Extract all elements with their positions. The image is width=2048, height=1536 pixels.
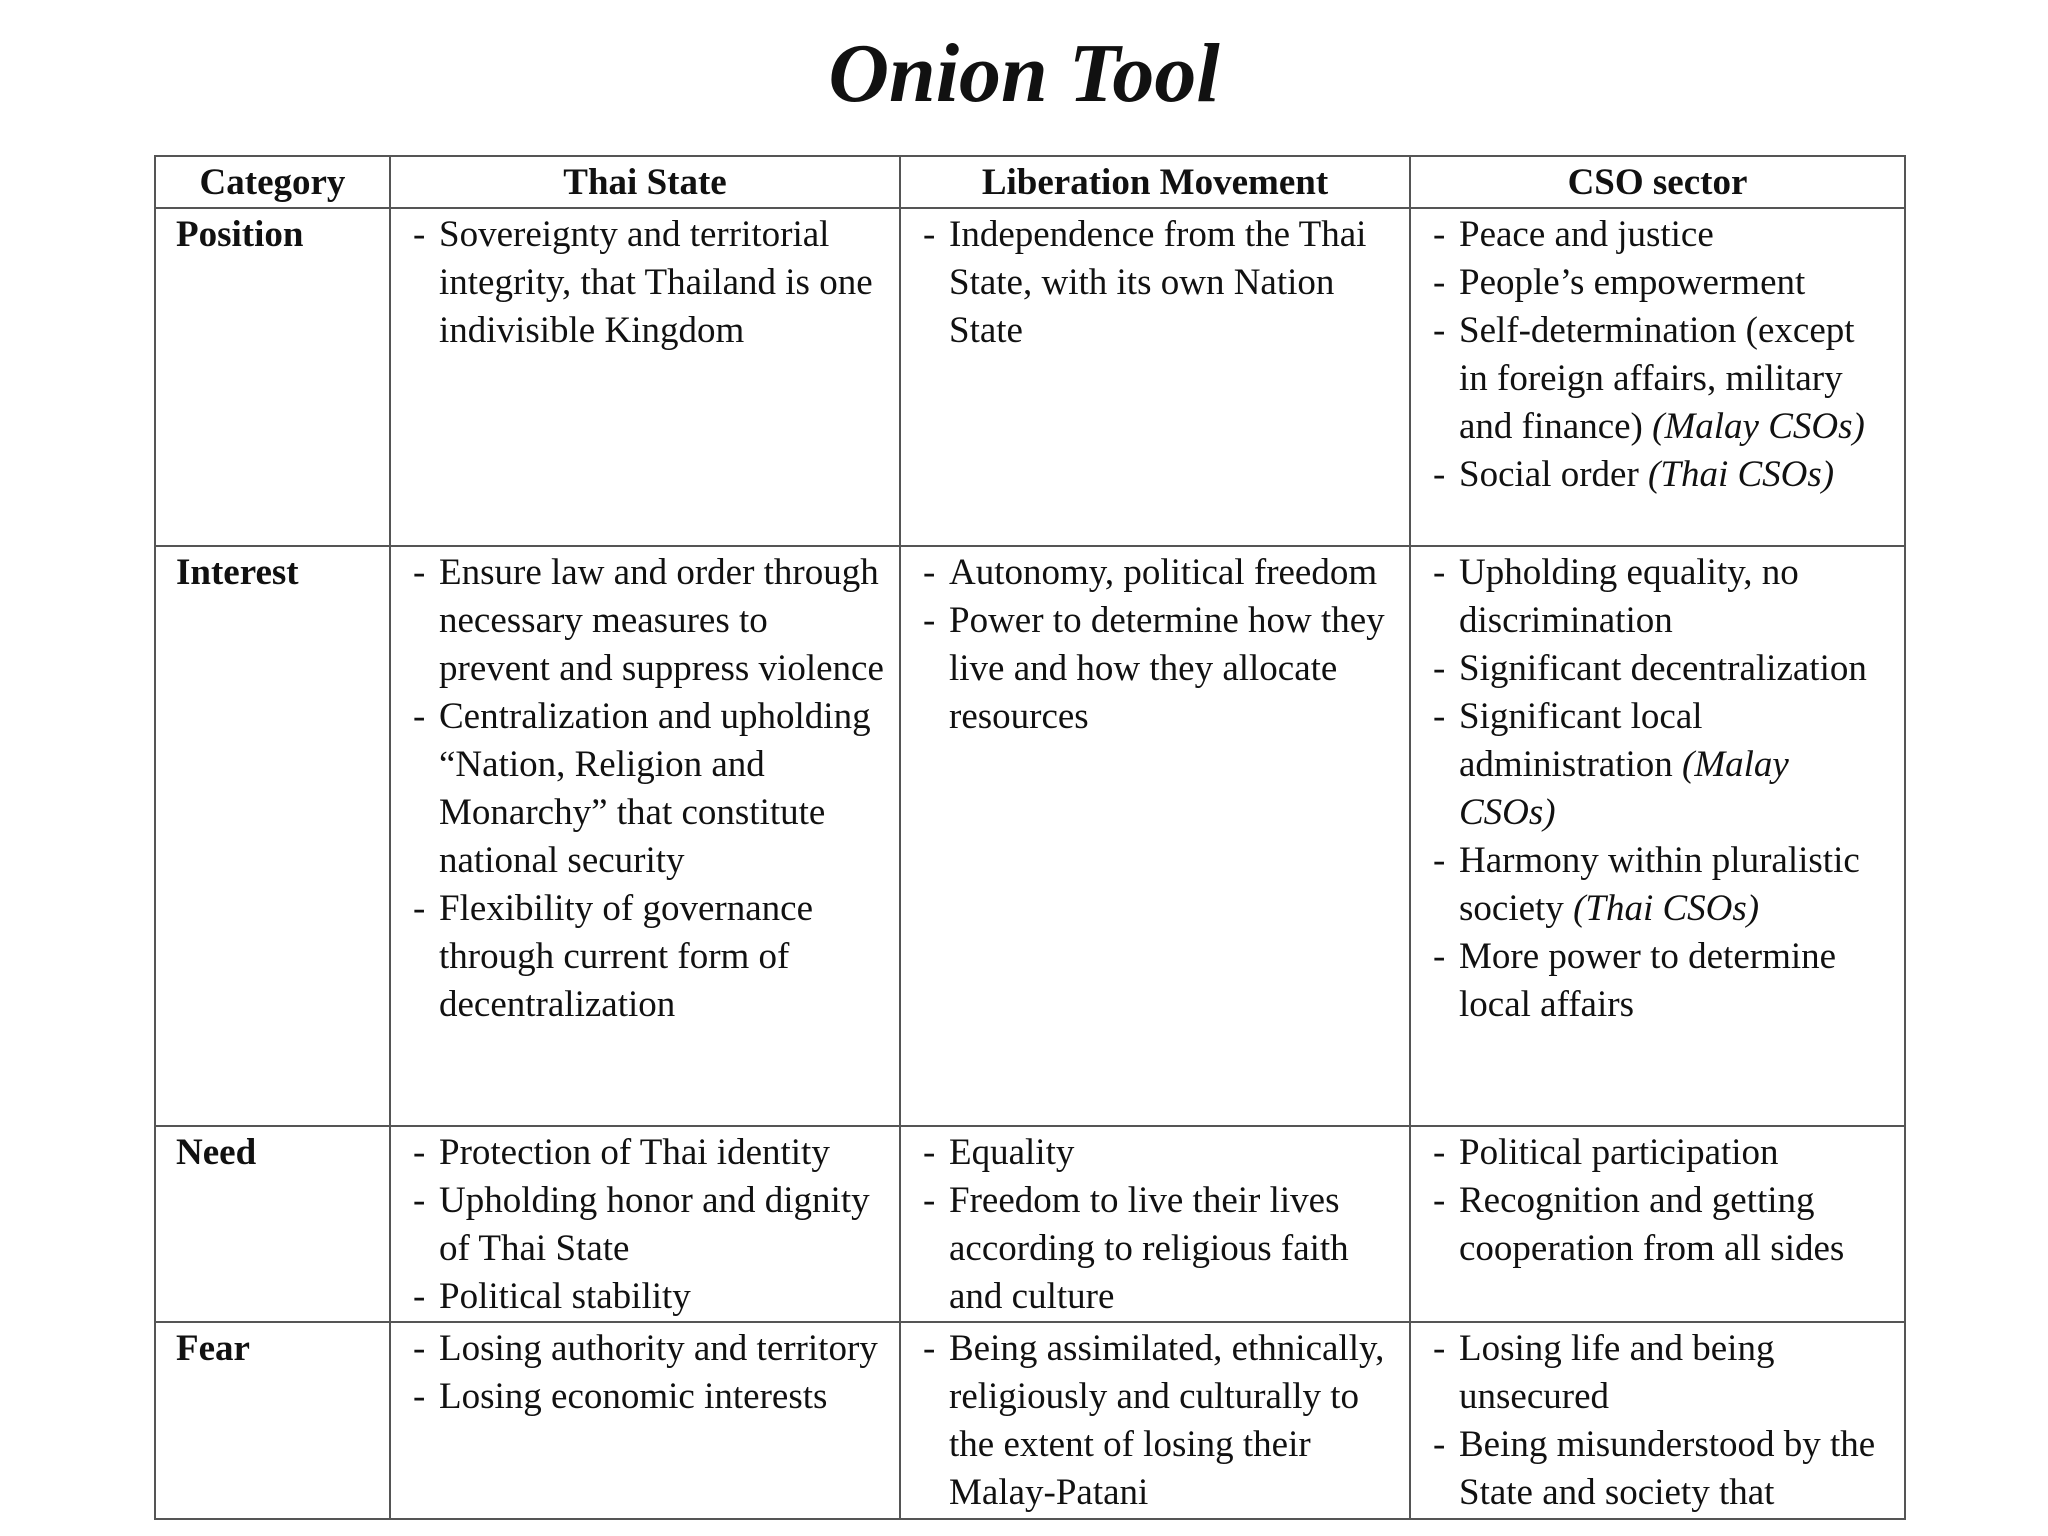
- list-item-text: Upholding equality, no discrimination: [1459, 552, 1799, 641]
- cso-sector-cell: [1410, 1322, 1905, 1519]
- list-item-text: Losing authority and territory: [439, 1328, 878, 1369]
- bullet-list: [921, 1323, 1395, 1517]
- list-item-text: Protection of Thai identity: [439, 1132, 830, 1173]
- header-category: Category: [155, 156, 390, 208]
- list-item: [1431, 259, 1890, 307]
- thai-state-cell: [390, 546, 900, 1126]
- thai-state-cell: [390, 1322, 900, 1519]
- list-item-text: Ensure law and order through necessary measures to prevent and suppress violence: [439, 552, 884, 689]
- list-item: [411, 1177, 885, 1273]
- list-item: [1431, 307, 1890, 451]
- list-item-text: Equality: [949, 1132, 1075, 1173]
- list-item: [411, 693, 885, 885]
- bullet-list: [411, 209, 885, 355]
- list-item: [1431, 693, 1890, 837]
- list-item: [921, 211, 1395, 355]
- list-item: [1431, 645, 1890, 693]
- thai-state-cell: [390, 1126, 900, 1322]
- list-item: [921, 549, 1395, 597]
- list-item-text: Harmony within pluralistic society: [1459, 840, 1860, 929]
- list-item-text: Recognition and getting cooperation from all sides: [1459, 1180, 1845, 1269]
- list-item-text: Political stability: [439, 1276, 691, 1317]
- list-item: [921, 597, 1395, 741]
- bullet-list: [1431, 1127, 1890, 1273]
- bullet-list: [921, 547, 1395, 741]
- list-item: [1431, 933, 1890, 1029]
- list-item-text: Power to determine how they live and how they allocate resources: [949, 600, 1385, 737]
- cso-sector-cell: [1410, 1126, 1905, 1322]
- list-item: [921, 1177, 1395, 1321]
- list-item-note: (Thai CSOs): [1648, 454, 1835, 495]
- row-position: [155, 208, 1905, 546]
- liberation-movement-cell: [900, 1126, 1410, 1322]
- list-item: [1431, 211, 1890, 259]
- category-cell: Need: [155, 1126, 390, 1322]
- header-thai-state: Thai State: [390, 156, 900, 208]
- category-cell: Position: [155, 208, 390, 546]
- list-item: [1431, 1129, 1890, 1177]
- list-item: [411, 1273, 885, 1321]
- list-item: [921, 1325, 1395, 1517]
- list-item: [1431, 451, 1890, 499]
- list-item-text: Flexibility of governance through current form of decentralization: [439, 888, 814, 1025]
- list-item-text: Centralization and upholding “Nation, Religion and Monarchy” that constitute national security: [439, 696, 871, 881]
- list-item-text: Freedom to live their lives according to religious faith and culture: [949, 1180, 1349, 1317]
- bullet-list: [411, 1323, 885, 1421]
- list-item-text: Autonomy, political freedom: [949, 552, 1378, 593]
- list-item-note: (Malay CSOs): [1459, 744, 1789, 833]
- list-item: [1431, 549, 1890, 645]
- bullet-list: [921, 1127, 1395, 1321]
- list-item-text: Losing economic interests: [439, 1376, 828, 1417]
- list-item-text: Significant decentralization: [1459, 648, 1867, 689]
- list-item-text: Independence from the Thai State, with its own Nation State: [949, 214, 1367, 351]
- list-item-text: More power to determine local affairs: [1459, 936, 1837, 1025]
- list-item-text: Social order: [1459, 454, 1639, 495]
- list-item: [921, 1129, 1395, 1177]
- header-row: [155, 156, 1905, 208]
- list-item: [411, 549, 885, 693]
- thai-state-cell: [390, 208, 900, 546]
- category-cell: Interest: [155, 546, 390, 1126]
- list-item-text: Upholding honor and dignity of Thai State: [439, 1180, 870, 1269]
- document-title: Onion Tool: [828, 27, 1220, 120]
- list-item: [1431, 1325, 1890, 1421]
- bullet-list: [1431, 1323, 1890, 1517]
- liberation-movement-cell: [900, 546, 1410, 1126]
- list-item: [411, 1325, 885, 1373]
- list-item-text: Being assimilated, ethnically, religiously and culturally to the extent of losing their Malay-Patani: [949, 1328, 1385, 1513]
- list-item: [1431, 1177, 1890, 1273]
- category-cell: Fear: [155, 1322, 390, 1519]
- list-item-text: People’s empowerment: [1459, 262, 1806, 303]
- list-item: [1431, 1421, 1890, 1517]
- list-item: [411, 1373, 885, 1421]
- header-cso-sector: CSO sector: [1410, 156, 1905, 208]
- header-liberation-movement: Liberation Movement: [900, 156, 1410, 208]
- list-item-text: Being misunderstood by the State and society that: [1459, 1424, 1876, 1513]
- cso-sector-cell: [1410, 546, 1905, 1126]
- liberation-movement-cell: [900, 1322, 1410, 1519]
- list-item: [411, 211, 885, 355]
- list-item: [1431, 837, 1890, 933]
- list-item-text: Losing life and being unsecured: [1459, 1328, 1775, 1417]
- onion-tool-table: [154, 155, 1906, 1520]
- bullet-list: [411, 1127, 885, 1321]
- list-item-note: (Thai CSOs): [1573, 888, 1760, 929]
- row-fear: [155, 1322, 1905, 1519]
- bullet-list: [921, 209, 1395, 355]
- bullet-list: [1431, 547, 1890, 1029]
- list-item-text: Sovereignty and territorial integrity, that Thailand is one indivisible Kingdom: [439, 214, 873, 351]
- list-item: [411, 1129, 885, 1177]
- list-item-text: Peace and justice: [1459, 214, 1714, 255]
- row-need: [155, 1126, 1905, 1322]
- list-item: [411, 885, 885, 1029]
- list-item-text: Political participation: [1459, 1132, 1779, 1173]
- list-item-text: Significant local administration: [1459, 696, 1703, 785]
- list-item-text: Self-determination (except in foreign affairs, military and finance): [1459, 310, 1855, 447]
- row-interest: [155, 546, 1905, 1126]
- bullet-list: [1431, 209, 1890, 499]
- list-item-note: (Malay CSOs): [1652, 406, 1865, 447]
- cso-sector-cell: [1410, 208, 1905, 546]
- liberation-movement-cell: [900, 208, 1410, 546]
- bullet-list: [411, 547, 885, 1029]
